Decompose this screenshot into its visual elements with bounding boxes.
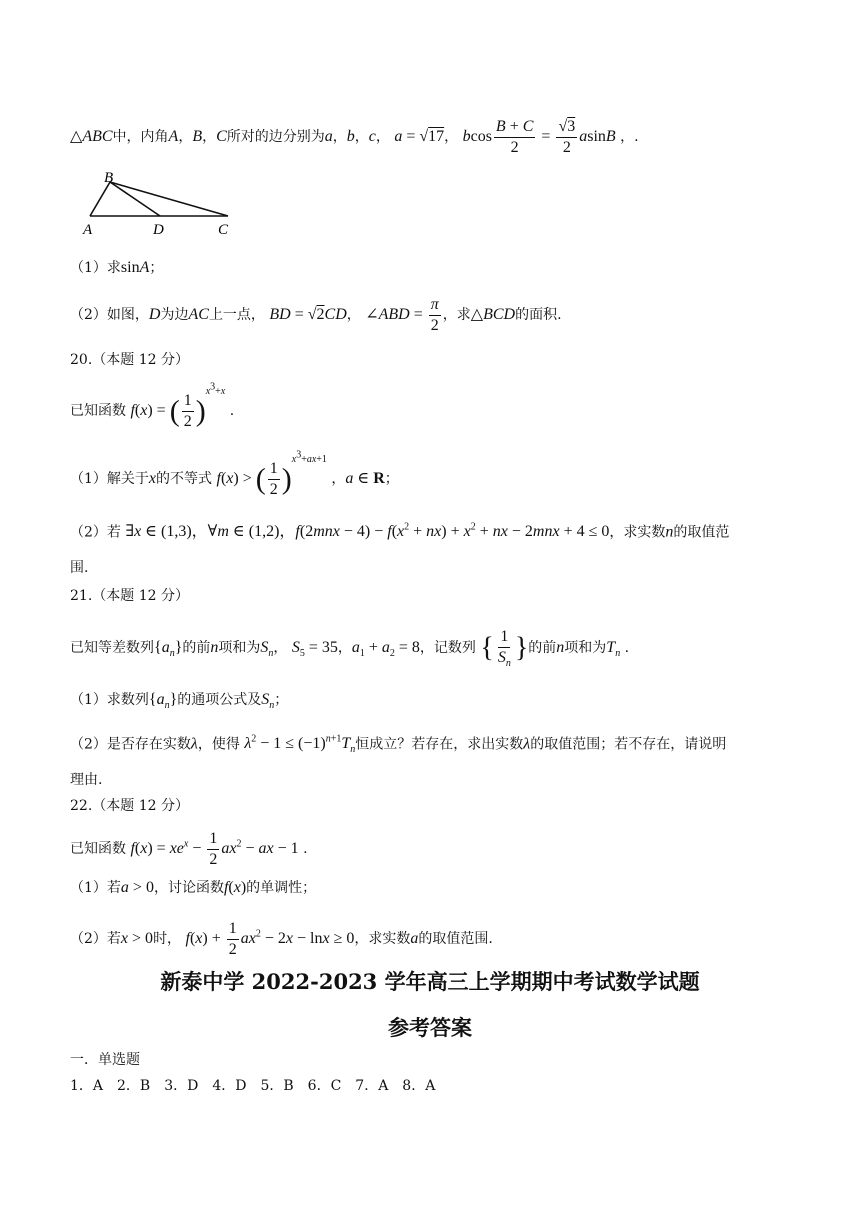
q22-stem: 已知函数 $f(x) = xe^x$ − $\frac{1}{2}$ $ax^2$ − ax − 1 . <box>70 830 308 868</box>
math-triangle-abc: △ABC <box>70 127 113 145</box>
q19-part2-text-f: 的面积. <box>515 306 562 323</box>
q20-part2-text-c: 的取值范 <box>673 524 730 541</box>
q19-stem-text-a: 中，内角 <box>112 128 169 145</box>
math-bcos-eq: bcos $\frac{B + C}{2}$ = $\frac{√3}{2}$ asinB <box>462 118 616 156</box>
q19-part1-text: （1）求 <box>70 260 121 276</box>
label-b: B <box>104 170 114 186</box>
math-sina: sinA <box>120 259 150 276</box>
answers-title: 新泰中学 2022-2023 学年高三上学期期中考试数学试题 <box>160 969 700 994</box>
triangle-figure <box>80 168 240 240</box>
q22-part2-text-b: 时， <box>153 930 182 947</box>
q21-header: 21.（本题 12 分） <box>70 588 189 604</box>
side-bc <box>110 182 228 216</box>
math-s5: $S_5 = 35$ <box>291 639 338 660</box>
q20-part2: （2）若 ∃x ∈ (1,3)，∀m ∈ (1,2)，$f(2mnx - 4) - f(x^2 + nx) + x^2$ + nx − 2mnx + 4 ≤ 0，求实数n的取值范 <box>70 522 730 541</box>
q19-stem-text-b: 所对的边分别为 <box>226 128 325 145</box>
math-q22-fx: $f(x) = xe^x$ − $\frac{1}{2}$ $ax^2$ − ax − 1 <box>130 830 299 868</box>
q21-part2-text-d: 的取值范围；若不存在，请说明 <box>530 736 727 753</box>
segment-bd <box>110 182 160 216</box>
q21-part1: （1）求数列$\{a_n\}$的通项公式及$S_n$； <box>70 691 289 712</box>
q20-part2-text-a: （2）若 <box>70 524 121 541</box>
q19-part2-text-a: （2）如图， <box>70 306 149 323</box>
q21-part2-text-b: ，使得 <box>197 736 240 753</box>
q19-part2-text-d: ， <box>346 306 361 323</box>
q22-part1-text-a: （1）若 <box>70 880 121 896</box>
math-q20-condition: ∃x ∈ (1,3)，∀m ∈ (1,2)，$f(2mnx - 4) - f(x^2 + nx) + x^2$ + nx − 2mnx + 4 ≤ 0 <box>125 522 610 541</box>
math-lambda-ineq: $\lambda^2 - 1 \le (-1)^{n+1}T_n$ <box>244 734 356 756</box>
math-seq-an: $\{a_n\}$ <box>154 639 183 660</box>
answers-list: 1．A 2．B 3．D 4．D 5．B 6．C 7．A 8．A <box>70 1078 436 1094</box>
answers-section: 一．单选题 <box>70 1052 140 1068</box>
q21-stem-text-a: 已知等差数列 <box>70 640 154 657</box>
q21-stem-text-e: 的前 <box>528 640 557 657</box>
q21-part2-text-a: （2）是否存在实数 <box>70 736 191 753</box>
q21-part1-text-b: 的通项公式及 <box>177 692 262 708</box>
q22-part2-text-c: ，求实数 <box>354 930 411 947</box>
math-fx-def: f(x) = ( $\frac{1}{2}$ )$^{x^3+x}$ <box>130 382 226 430</box>
q19-part1: （1）求sinA； <box>70 259 164 276</box>
q21-stem-text-b: 的前 <box>182 640 211 657</box>
label-a: A <box>83 222 93 238</box>
math-triangle-bcd: △BCD <box>470 305 516 323</box>
q19-part2-text-c: 上一点， <box>208 306 265 323</box>
q20-part2-cont: 围. <box>70 560 89 576</box>
q20-header: 20.（本题 12 分） <box>70 352 189 368</box>
side-ab <box>90 182 110 216</box>
math-q22-ineq: f(x) + $\frac{1}{2}$ $ax^2 - 2x - \ln x \ge 0$ <box>185 920 355 958</box>
math-seq-recip: { $\frac{1}{S_n}$ } <box>480 628 529 669</box>
q21-part2: （2）是否存在实数λ，使得 $\lambda^2 - 1 \le (-1)^{n+1}T_n$恒成立？若存在，求出实数λ的取值范围；若不存在，请说明 <box>70 734 727 756</box>
q20-stem-text: 已知函数 <box>70 402 126 419</box>
q20-part2-text-b: ，求实数 <box>609 524 666 541</box>
q19-stem-text-c: ， <box>620 128 635 145</box>
q21-stem-text-f: 项和为 <box>564 640 607 657</box>
q21-part2-text-c: 恒成立？若存在，求出实数 <box>355 736 524 753</box>
math-inequality: f(x) > ( $\frac{1}{2}$ )$^{x^3+ax+1}$ <box>216 450 327 498</box>
label-c: C <box>218 222 229 238</box>
q19-stem: △ABC中，内角A，B，C所对的边分别为a，b，c， a = √17， bcos $\frac{B + C}{2}$ = $\frac{√3}{2}$ asinB ，. <box>70 118 639 156</box>
q20-part1-text-b: 的不等式 <box>156 470 213 487</box>
q19-part2-text-b: 为边 <box>160 306 189 323</box>
q20-part1: （1）解关于x的不等式 f(x) > ( $\frac{1}{2}$ )$^{x^3+ax+1}$ ，a ∈ R； <box>70 450 399 498</box>
math-a-eq-sqrt17: a = √17 <box>394 127 445 145</box>
q22-part1: （1）若a > 0，讨论函数f(x)的单调性； <box>70 879 317 896</box>
math-bd-eq: BD = √2CD <box>269 305 347 323</box>
q21-part2-cont: 理由. <box>70 772 103 788</box>
q21-part1-text-a: （1）求数列 <box>70 692 149 708</box>
q21-stem-text-c: 项和为 <box>218 640 261 657</box>
q21-stem-text-d: ，记数列 <box>419 640 476 657</box>
q22-part2-text-d: 的取值范围. <box>418 930 493 947</box>
math-a-b-c: A <box>168 127 179 145</box>
q22-header: 22.（本题 12 分） <box>70 798 189 814</box>
math-a1-a2: $a_1 + a_2 = 8$ <box>351 639 420 660</box>
q22-part1-text-b: ，讨论函数 <box>153 880 224 896</box>
answers-subtitle: 参考答案 <box>388 1015 472 1040</box>
q20-part1-text-a: （1）解关于 <box>70 470 149 487</box>
q20-stem: 已知函数 f(x) = ( $\frac{1}{2}$ )$^{x^3+x}$ . <box>70 382 235 430</box>
q19-part2-text-e: ，求 <box>442 306 471 323</box>
math-angle-abd: ∠ABD = $\frac{\pi}{2}$ <box>365 296 439 334</box>
q22-part2-text-a: （2）若 <box>70 930 121 947</box>
q19-part2: （2）如图，D为边AC上一点， BD = √2CD， ∠ABD = $\frac{\pi}{2}$ ，求△BCD的面积. <box>70 296 562 334</box>
q22-part1-text-c: 的单调性； <box>246 880 317 896</box>
label-d: D <box>153 222 164 238</box>
math-a-in-r: a ∈ R <box>345 469 385 487</box>
q21-stem: 已知等差数列$\{a_n\}$的前n项和为$S_n$， $S_5 = 35$，$a_1 + a_2 = 8$，记数列 { $\frac{1}{S_n}$ }的前n项和为$T_n$ . <box>70 628 630 669</box>
q22-part2: （2）若x > 0时， f(x) + $\frac{1}{2}$ $ax^2 - 2x - \ln x \ge 0$，求实数a的取值范围. <box>70 920 493 958</box>
q22-stem-text: 已知函数 <box>70 840 126 857</box>
